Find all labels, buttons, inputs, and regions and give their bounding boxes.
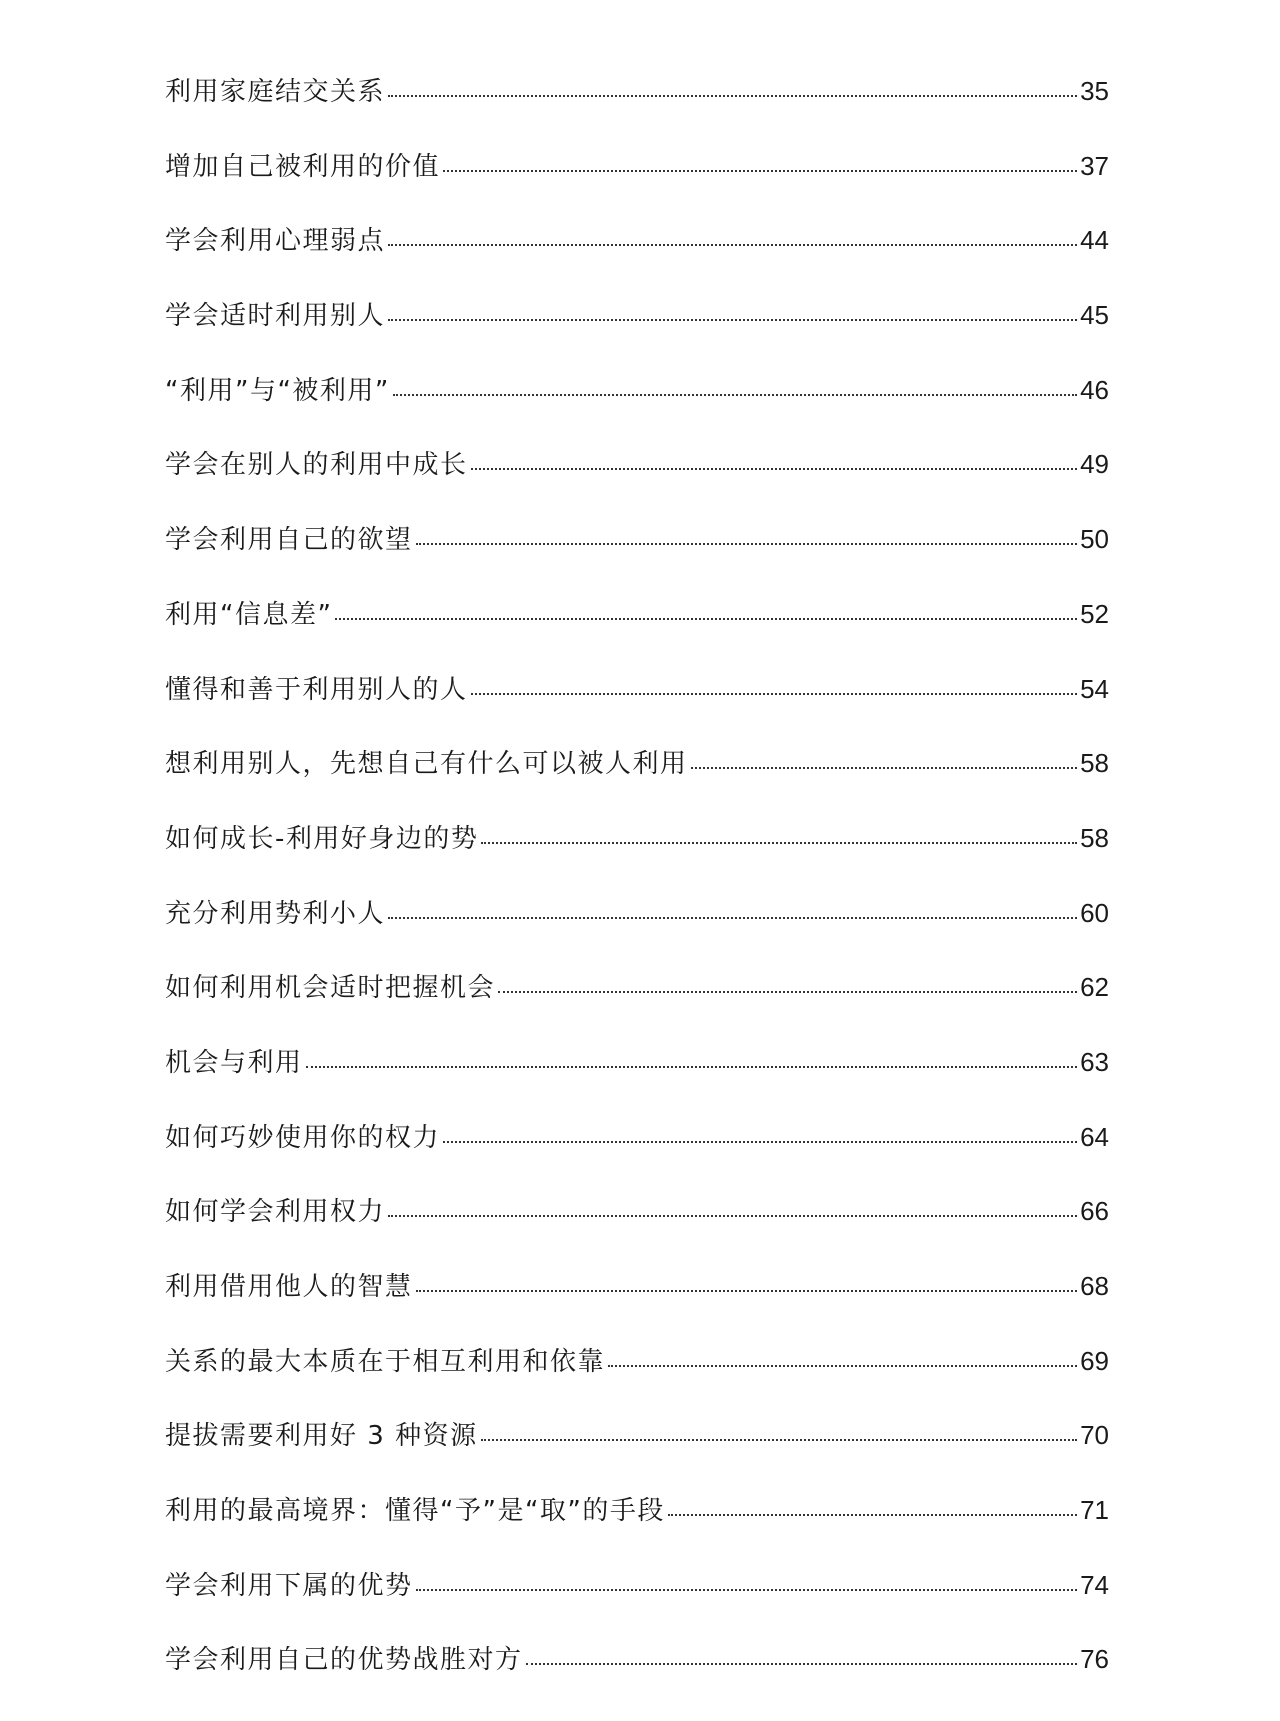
toc-entry-title: 关系的最大本质在于相互利用和依靠	[165, 1346, 606, 1377]
toc-entry-title: 想利用别人，先想自己有什么可以被人利用	[165, 749, 688, 780]
dot-leader	[388, 244, 1077, 246]
toc-entry-title: 利用的最高境界：懂得“予”是“取”的手段	[165, 1496, 665, 1527]
toc-entry-page: 60	[1080, 897, 1109, 928]
toc-entry-title: 如何巧妙使用你的权力	[165, 1122, 441, 1153]
dot-leader	[526, 1663, 1078, 1665]
toc-entry-title: 学会利用下属的优势	[165, 1570, 413, 1601]
toc-entry[interactable]	[165, 1422, 1109, 1497]
dot-leader	[481, 1439, 1078, 1441]
toc-entry-page: 58	[1080, 748, 1109, 779]
toc-entry-title: 如何学会利用权力	[165, 1197, 386, 1228]
toc-entry[interactable]	[165, 750, 1109, 825]
toc-entry-title: 学会适时利用别人	[165, 301, 386, 332]
toc-entry-title: “利用”与“被利用”	[165, 375, 390, 406]
toc-entry-title: 利用借用他人的智慧	[165, 1272, 413, 1302]
toc-entry[interactable]	[165, 227, 1109, 302]
toc-entry[interactable]	[165, 1046, 1109, 1124]
toc-entry[interactable]	[165, 150, 1109, 228]
toc-entry-page: 63	[1080, 1046, 1109, 1077]
toc-entry[interactable]	[165, 78, 1109, 153]
dot-leader	[443, 170, 1077, 172]
toc-entry-page: 71	[1080, 1495, 1109, 1526]
toc-entry-page: 68	[1080, 1271, 1109, 1301]
toc-entry-page: 66	[1080, 1196, 1109, 1227]
dot-leader	[668, 1514, 1077, 1516]
toc-entry-title: 学会在别人的利用中成长	[165, 450, 468, 481]
toc-entry-title: 学会利用自己的欲望	[165, 525, 413, 556]
dot-leader	[443, 1141, 1077, 1143]
toc-entry-page: 58	[1080, 822, 1109, 853]
toc-entry[interactable]	[165, 1345, 1109, 1423]
toc-entry-title: 增加自己被利用的价值	[165, 151, 441, 182]
toc-entry-title: 利用“信息差”	[165, 599, 333, 630]
dot-leader	[388, 95, 1077, 97]
toc-entry-title: 如何利用机会适时把握机会	[165, 973, 496, 1004]
toc-entry-page: 44	[1080, 225, 1109, 256]
toc-entry[interactable]	[165, 451, 1109, 526]
toc-entry[interactable]	[165, 598, 1109, 676]
toc-entry[interactable]	[165, 1569, 1109, 1647]
toc-entry-title: 懂得和善于利用别人的人	[165, 674, 468, 705]
dot-leader	[481, 842, 1077, 844]
dot-leader	[388, 319, 1077, 321]
dot-leader	[498, 991, 1077, 993]
toc-entry-title: 提拔需要利用好 3 种资源	[165, 1421, 478, 1452]
toc-entry[interactable]	[165, 1646, 1109, 1721]
toc-entry[interactable]	[165, 1273, 1109, 1348]
toc-entry-title: 学会利用自己的优势战胜对方	[165, 1645, 523, 1676]
dot-leader	[416, 1589, 1078, 1591]
toc-entry-page: 45	[1080, 300, 1109, 331]
toc-entry-title: 学会利用心理弱点	[165, 226, 386, 257]
toc-entry-page: 54	[1080, 673, 1109, 704]
dot-leader	[471, 468, 1078, 470]
dot-leader	[691, 767, 1078, 769]
toc-entry-title: 机会与利用	[165, 1047, 303, 1078]
toc-entry-page: 37	[1080, 150, 1109, 181]
dot-leader	[471, 693, 1078, 695]
toc-entry-page: 64	[1080, 1121, 1109, 1152]
toc-entry-page: 46	[1080, 374, 1109, 405]
toc-entry-title: 充分利用势利小人	[165, 898, 386, 929]
toc-entry[interactable]	[165, 822, 1109, 900]
dot-leader	[416, 543, 1078, 545]
toc-entry-page: 52	[1080, 598, 1109, 629]
toc-entry-page: 74	[1080, 1569, 1109, 1600]
toc-entry-page: 76	[1080, 1644, 1109, 1675]
dot-leader	[335, 618, 1077, 620]
toc-entry[interactable]	[165, 897, 1109, 975]
toc-entry-page: 69	[1080, 1345, 1109, 1376]
toc-entry[interactable]	[165, 1121, 1109, 1199]
dot-leader	[306, 1066, 1078, 1068]
dot-leader	[608, 1365, 1077, 1367]
dot-leader	[416, 1290, 1078, 1292]
toc-entry[interactable]	[165, 974, 1109, 1049]
toc-entry-page: 50	[1080, 524, 1109, 555]
toc-entry[interactable]	[165, 1198, 1109, 1273]
toc-entry[interactable]	[165, 526, 1109, 601]
toc-entry-page: 62	[1080, 972, 1109, 1003]
toc-entry[interactable]	[165, 374, 1109, 452]
toc-entry-page: 35	[1080, 76, 1109, 106]
toc-entry-title: 利用家庭结交关系	[165, 77, 386, 107]
toc-entry-title: 如何成长-利用好身边的势	[165, 823, 479, 854]
dot-leader	[388, 1215, 1077, 1217]
table-of-contents	[165, 78, 1109, 1721]
dot-leader	[393, 394, 1077, 396]
toc-entry[interactable]	[165, 673, 1109, 751]
toc-entry[interactable]	[165, 302, 1109, 377]
toc-entry-page: 49	[1080, 449, 1109, 480]
toc-entry-page: 70	[1080, 1420, 1109, 1451]
dot-leader	[388, 917, 1077, 919]
toc-entry[interactable]	[165, 1497, 1109, 1572]
